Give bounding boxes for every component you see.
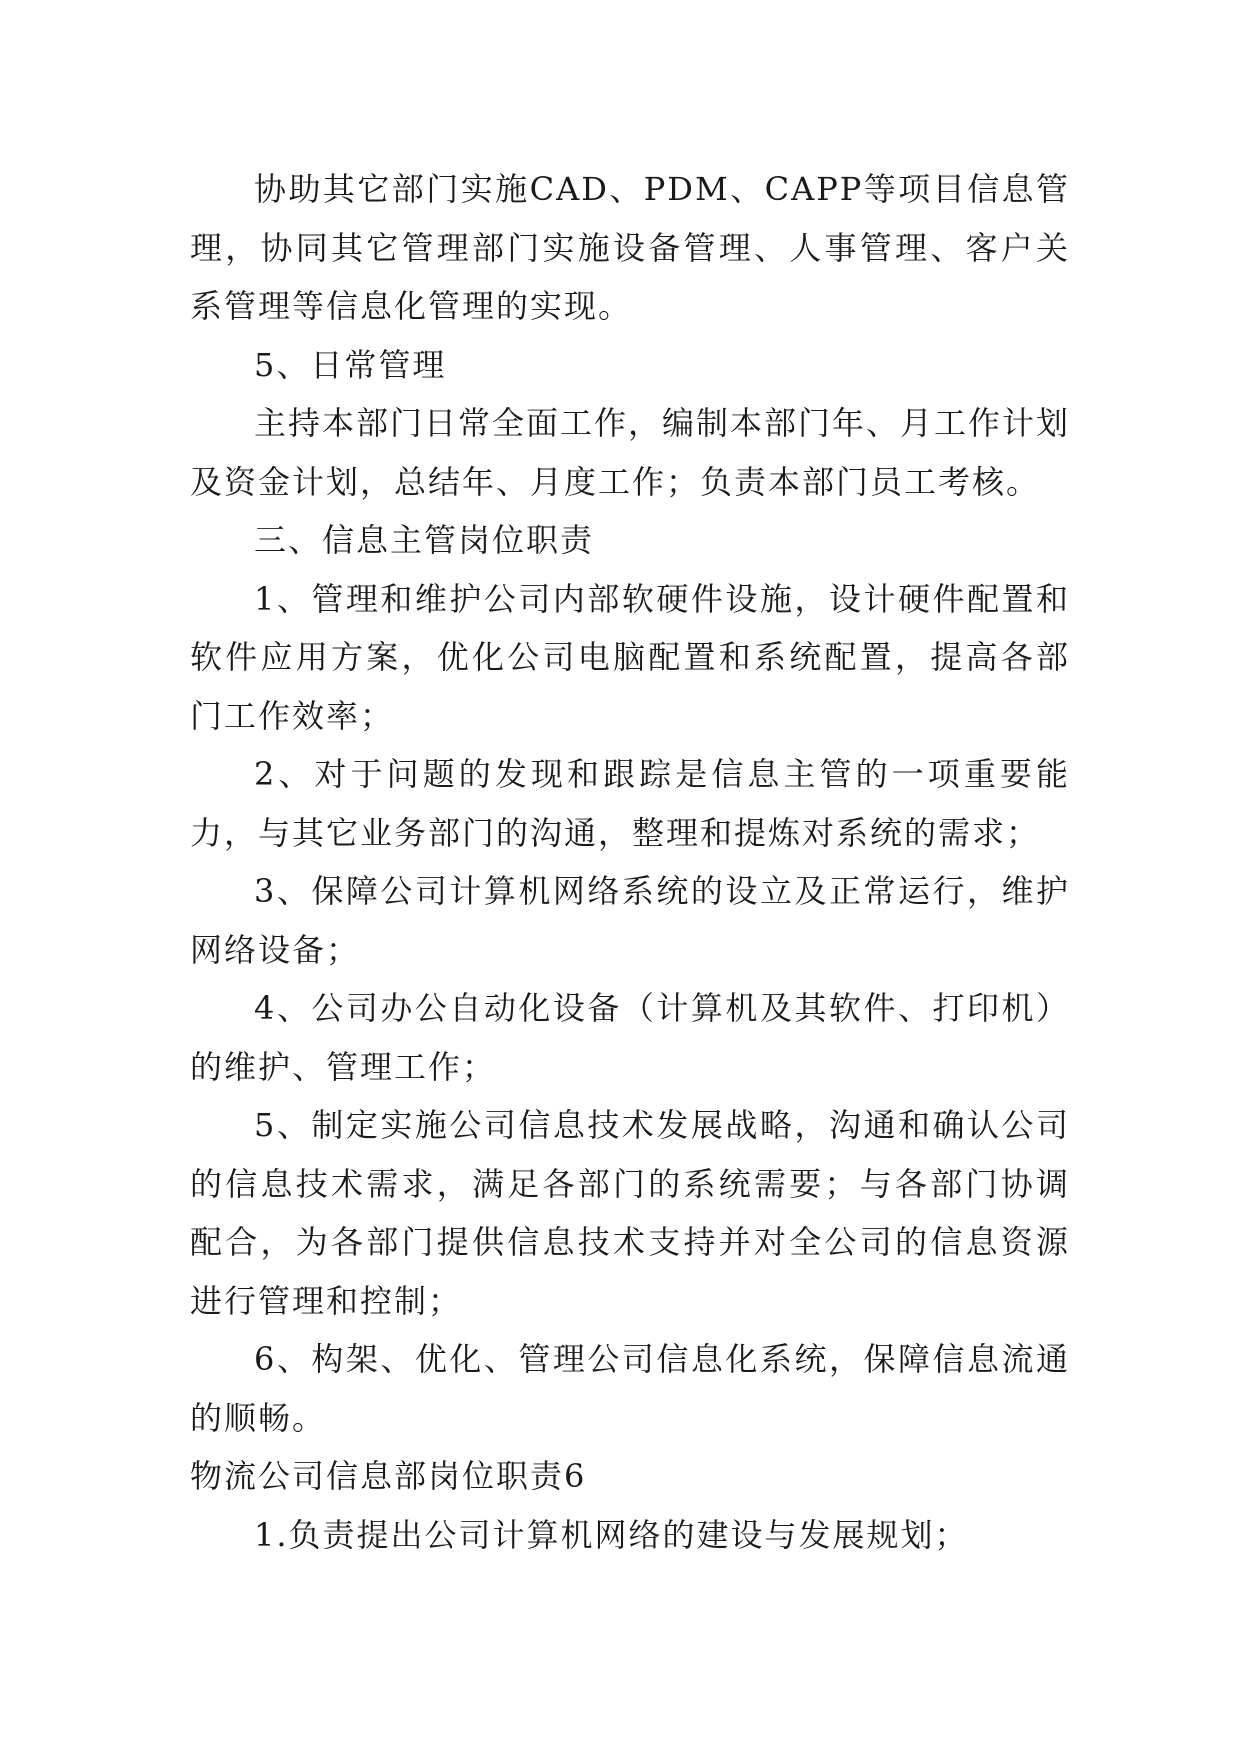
subheading-daily-management: 5、日常管理: [254, 345, 447, 384]
document-body: [190, 160, 1070, 1564]
paragraph: 主持本部门日常全面工作，编制本部门年、月工作计划及资金计划，总结年、月度工作；负责本部门员工考核。: [190, 404, 1071, 501]
list-item: 5、制定实施公司信息技术发展战略，沟通和确认公司的信息技术需求，满足各部门的系统需要；与各部门协调配合，为各部门提供信息技术支持并对全公司的信息资源进行管理和控制；: [190, 1106, 1070, 1320]
list-item: 3、保障公司计算机网络系统的设立及正常运行，维护网络设备；: [190, 872, 1070, 969]
list-item: 2、对于问题的发现和跟踪是信息主管的一项重要能力，与其它业务部门的沟通，整理和提炼对系统的需求；: [190, 755, 1070, 852]
list-item: 1.负责提出公司计算机网络的建设与发展规划；: [254, 1515, 969, 1554]
paragraph: 协助其它部门实施CAD、PDM、CAPP等项目信息管理，协同其它管理部门实施设备管理、人事管理、客户关系管理等信息化管理的实现。: [190, 170, 1070, 325]
section-heading: 物流公司信息部岗位职责6: [190, 1457, 587, 1495]
subheading-info-manager-duties: 三、信息主管岗位职责: [254, 521, 595, 559]
list-item: 1、管理和维护公司内部软硬件设施，设计硬件配置和软件应用方案，优化公司电脑配置和系统配置，提高各部门工作效率；: [190, 579, 1070, 735]
list-item: 6、构架、优化、管理公司信息化系统，保障信息流通的顺畅。: [190, 1340, 1070, 1437]
list-item: 4、公司办公自动化设备（计算机及其软件、打印机）的维护、管理工作；: [190, 989, 1070, 1086]
